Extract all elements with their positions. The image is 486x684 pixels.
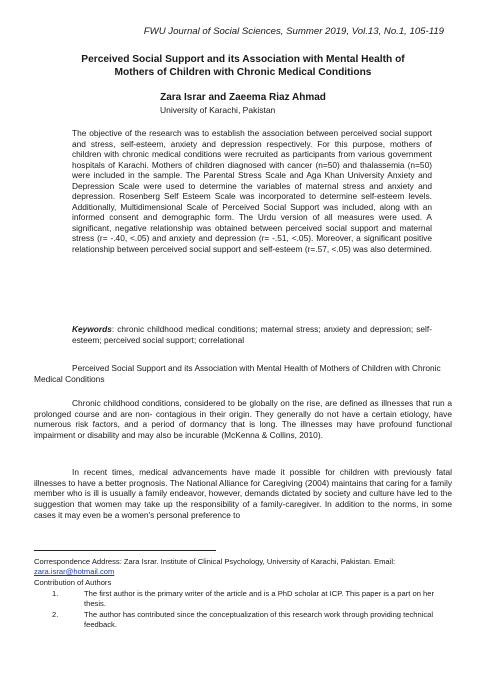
paper-authors: Zara Israr and Zaeema Riaz Ahmad (160, 92, 326, 103)
correspondence-footnote (34, 557, 454, 577)
contribution-item (34, 610, 454, 630)
keywords-text: : chronic childhood medical conditions; maternal stress; anxiety and depression; self-esteem; perceived social support; correlational (72, 324, 432, 345)
keywords-label: Keywords (72, 324, 112, 334)
contribution-list (34, 589, 454, 631)
journal-header: FWU Journal of Social Sciences, Summer 2019, Vol.13, No.1, 105-119 (143, 26, 444, 37)
paper-title (40, 53, 446, 79)
contribution-number: 1. (52, 589, 59, 598)
contribution-item (34, 589, 454, 609)
abstract: The objective of the research was to establish the association between perceived social support and stress, self-esteem, anxiety and depression respectively. For this purpose, mothers of children with chronic medical conditions were recruited as participants from various government hospitals of Karachi. Mothers of children diagnosed with cancer (n=50) and thalassemia (n=50) were included in the sample. The Parental Stress Scale and Aga Khan University Anxiety and Depression Scale were used to determine the variables of maternal stress and anxiety and depression. Rosenberg Self Esteem Scale was incorporated to determine self-esteem levels. Additionally, Multidimensional Scale of Perceived Social Support was included, along with an informed consent and demographic form. The Urdu version of all measures were used. A significant, negative relationship was obtained between perceived social support and maternal stress (r= -.40, <.05) and anxiety and depression (r= -.51, <.05). Moreover, a significant positive relationship between perceived social support and self-esteem (r=.57, <.05) was also determined. (72, 128, 432, 254)
paper-title-line-1: Perceived Social Support and its Association with Mental Health of (81, 54, 405, 65)
contribution-number: 2. (52, 610, 59, 619)
keywords (72, 324, 432, 345)
contribution-text: The author has contributed since the conceptualization of this research work through providing technical feedback. (84, 610, 434, 629)
correspondence-text: Correspondence Address: Zara Israr. Institute of Clinical Psychology, University of Karachi, Pakistan. Email: (34, 557, 396, 566)
author-affiliation: University of Karachi, Pakistan (160, 105, 276, 115)
contribution-text: The first author is the primary writer of the article and is a PhD scholar at ICP. This paper is a part on her thesis. (84, 589, 435, 608)
body-paragraph-1: Chronic childhood conditions, considered to be globally on the rise, are defined as illnesses that run a prolonged course and are non- contagious in their origin. They generally do not have a certain etiology, have numerous risk factors, and a period of dormancy that is long. The illnesses may have profound functional impairment or disability and may also be incurable (McKenna & Collins, 2010). (34, 398, 452, 441)
body-heading: Perceived Social Support and its Association with Mental Health of Mothers of Children with Chronic Medical Conditions (34, 363, 441, 384)
contribution-heading: Contribution of Authors (34, 578, 112, 587)
email-link[interactable]: zara.israr@hotmail.com (34, 567, 115, 576)
body-paragraph-2: In recent times, medical advancements have made it possible for children with previously fatal illnesses to have a better prognosis. The National Alliance for Caregiving (2004) maintains that caring for a family member who is ill is usually a family endeavor, however, demands dictated by society and culture have led to the suggestion that women may take up the responsibility of a family-caregiver. In addition to the norms, in some cases it may even be a women's personal preference to (34, 467, 452, 520)
footnote-divider (34, 550, 216, 551)
paper-title-line-2: Mothers of Children with Chronic Medical Conditions (114, 67, 372, 78)
